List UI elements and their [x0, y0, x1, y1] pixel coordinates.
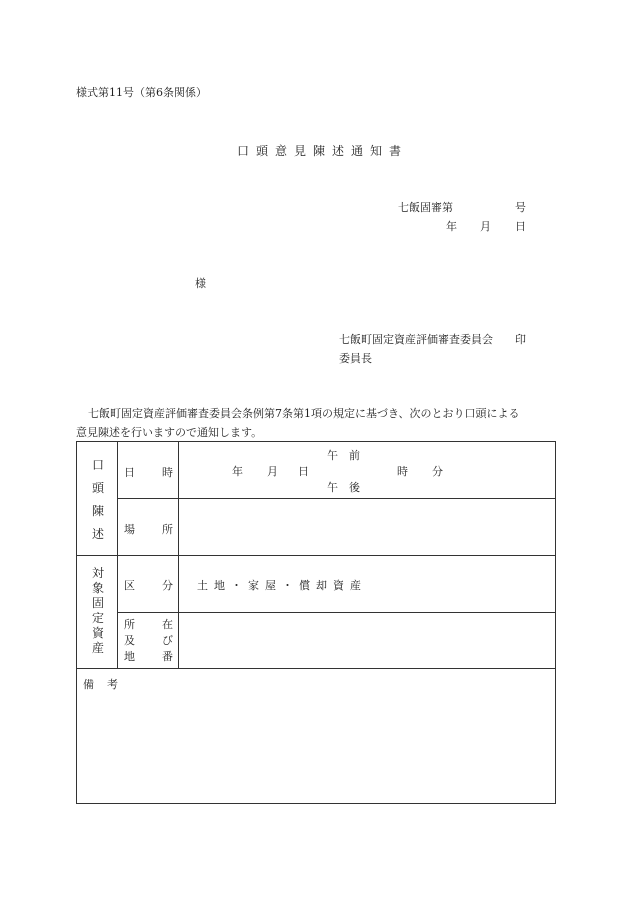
- datetime-minute: 分: [432, 465, 443, 478]
- datetime-pm: 午 後: [327, 481, 360, 494]
- sender-role: 委員長: [339, 352, 372, 365]
- section2-char-3: 固: [91, 596, 104, 610]
- datetime-day: 日: [298, 465, 309, 478]
- category-label-a: 区: [124, 579, 135, 592]
- document-number-suffix: 号: [515, 201, 526, 214]
- category-label-b: 分: [162, 579, 173, 592]
- datetime-year: 年: [232, 465, 243, 478]
- section-target-asset-label: [91, 567, 105, 654]
- date-day: 日: [515, 220, 526, 233]
- section1-char-3: 陳: [91, 504, 104, 518]
- sender-seal: 印: [515, 333, 526, 346]
- remarks-label-a: 備: [83, 678, 94, 691]
- section1-char-1: 口: [91, 458, 104, 472]
- location-row3-a: 地: [124, 650, 135, 663]
- col-divider-2: [178, 442, 179, 668]
- datetime-am: 午 前: [327, 449, 360, 462]
- section2-char-6: 産: [91, 641, 104, 655]
- date-year: 年: [446, 220, 457, 233]
- place-label-b: 所: [162, 523, 173, 536]
- section1-char-2: 頭: [91, 481, 104, 495]
- row-divider-2: [77, 555, 556, 556]
- notice-table: [76, 441, 556, 804]
- sender-org: 七飯町固定資産評価審査委員会: [339, 333, 493, 346]
- datetime-label-a: 日: [124, 466, 135, 479]
- section2-char-2: 象: [91, 581, 104, 595]
- row-divider-1: [117, 498, 556, 499]
- remarks-label-b: 考: [107, 678, 118, 691]
- place-label-a: 場: [124, 523, 135, 536]
- section2-char-1: 対: [91, 566, 104, 580]
- category-value: 土地・家屋・償却資産: [197, 579, 367, 592]
- datetime-label-b: 時: [162, 466, 173, 479]
- col-divider-1: [117, 442, 118, 668]
- body-line-1: 七飯町固定資産評価審査委員会条例第7条第1項の規定に基づき、次のとおり口頭による: [88, 407, 520, 420]
- location-row3-b: 番: [162, 650, 173, 663]
- location-row2-b: び: [162, 634, 173, 647]
- datetime-month: 月: [267, 465, 278, 478]
- body-line-2: 意見陳述を行いますので通知します。: [76, 426, 263, 439]
- recipient-honorific: 様: [195, 277, 206, 290]
- row-divider-3: [117, 612, 556, 613]
- row-divider-4: [77, 668, 556, 669]
- document-number-prefix: 七飯固審第: [398, 201, 453, 214]
- location-row1-a: 所: [124, 618, 135, 631]
- date-month: 月: [480, 220, 491, 233]
- section1-char-4: 述: [91, 527, 104, 541]
- form-number: 様式第11号（第6条関係）: [76, 86, 207, 99]
- location-row1-b: 在: [162, 618, 173, 631]
- section2-char-5: 資: [91, 626, 104, 640]
- document-title: 口頭意見陳述通知書: [237, 144, 409, 158]
- datetime-hour: 時: [397, 465, 408, 478]
- section-oral-statement-label: [91, 459, 105, 540]
- section2-char-4: 定: [91, 611, 104, 625]
- location-row2-a: 及: [124, 634, 135, 647]
